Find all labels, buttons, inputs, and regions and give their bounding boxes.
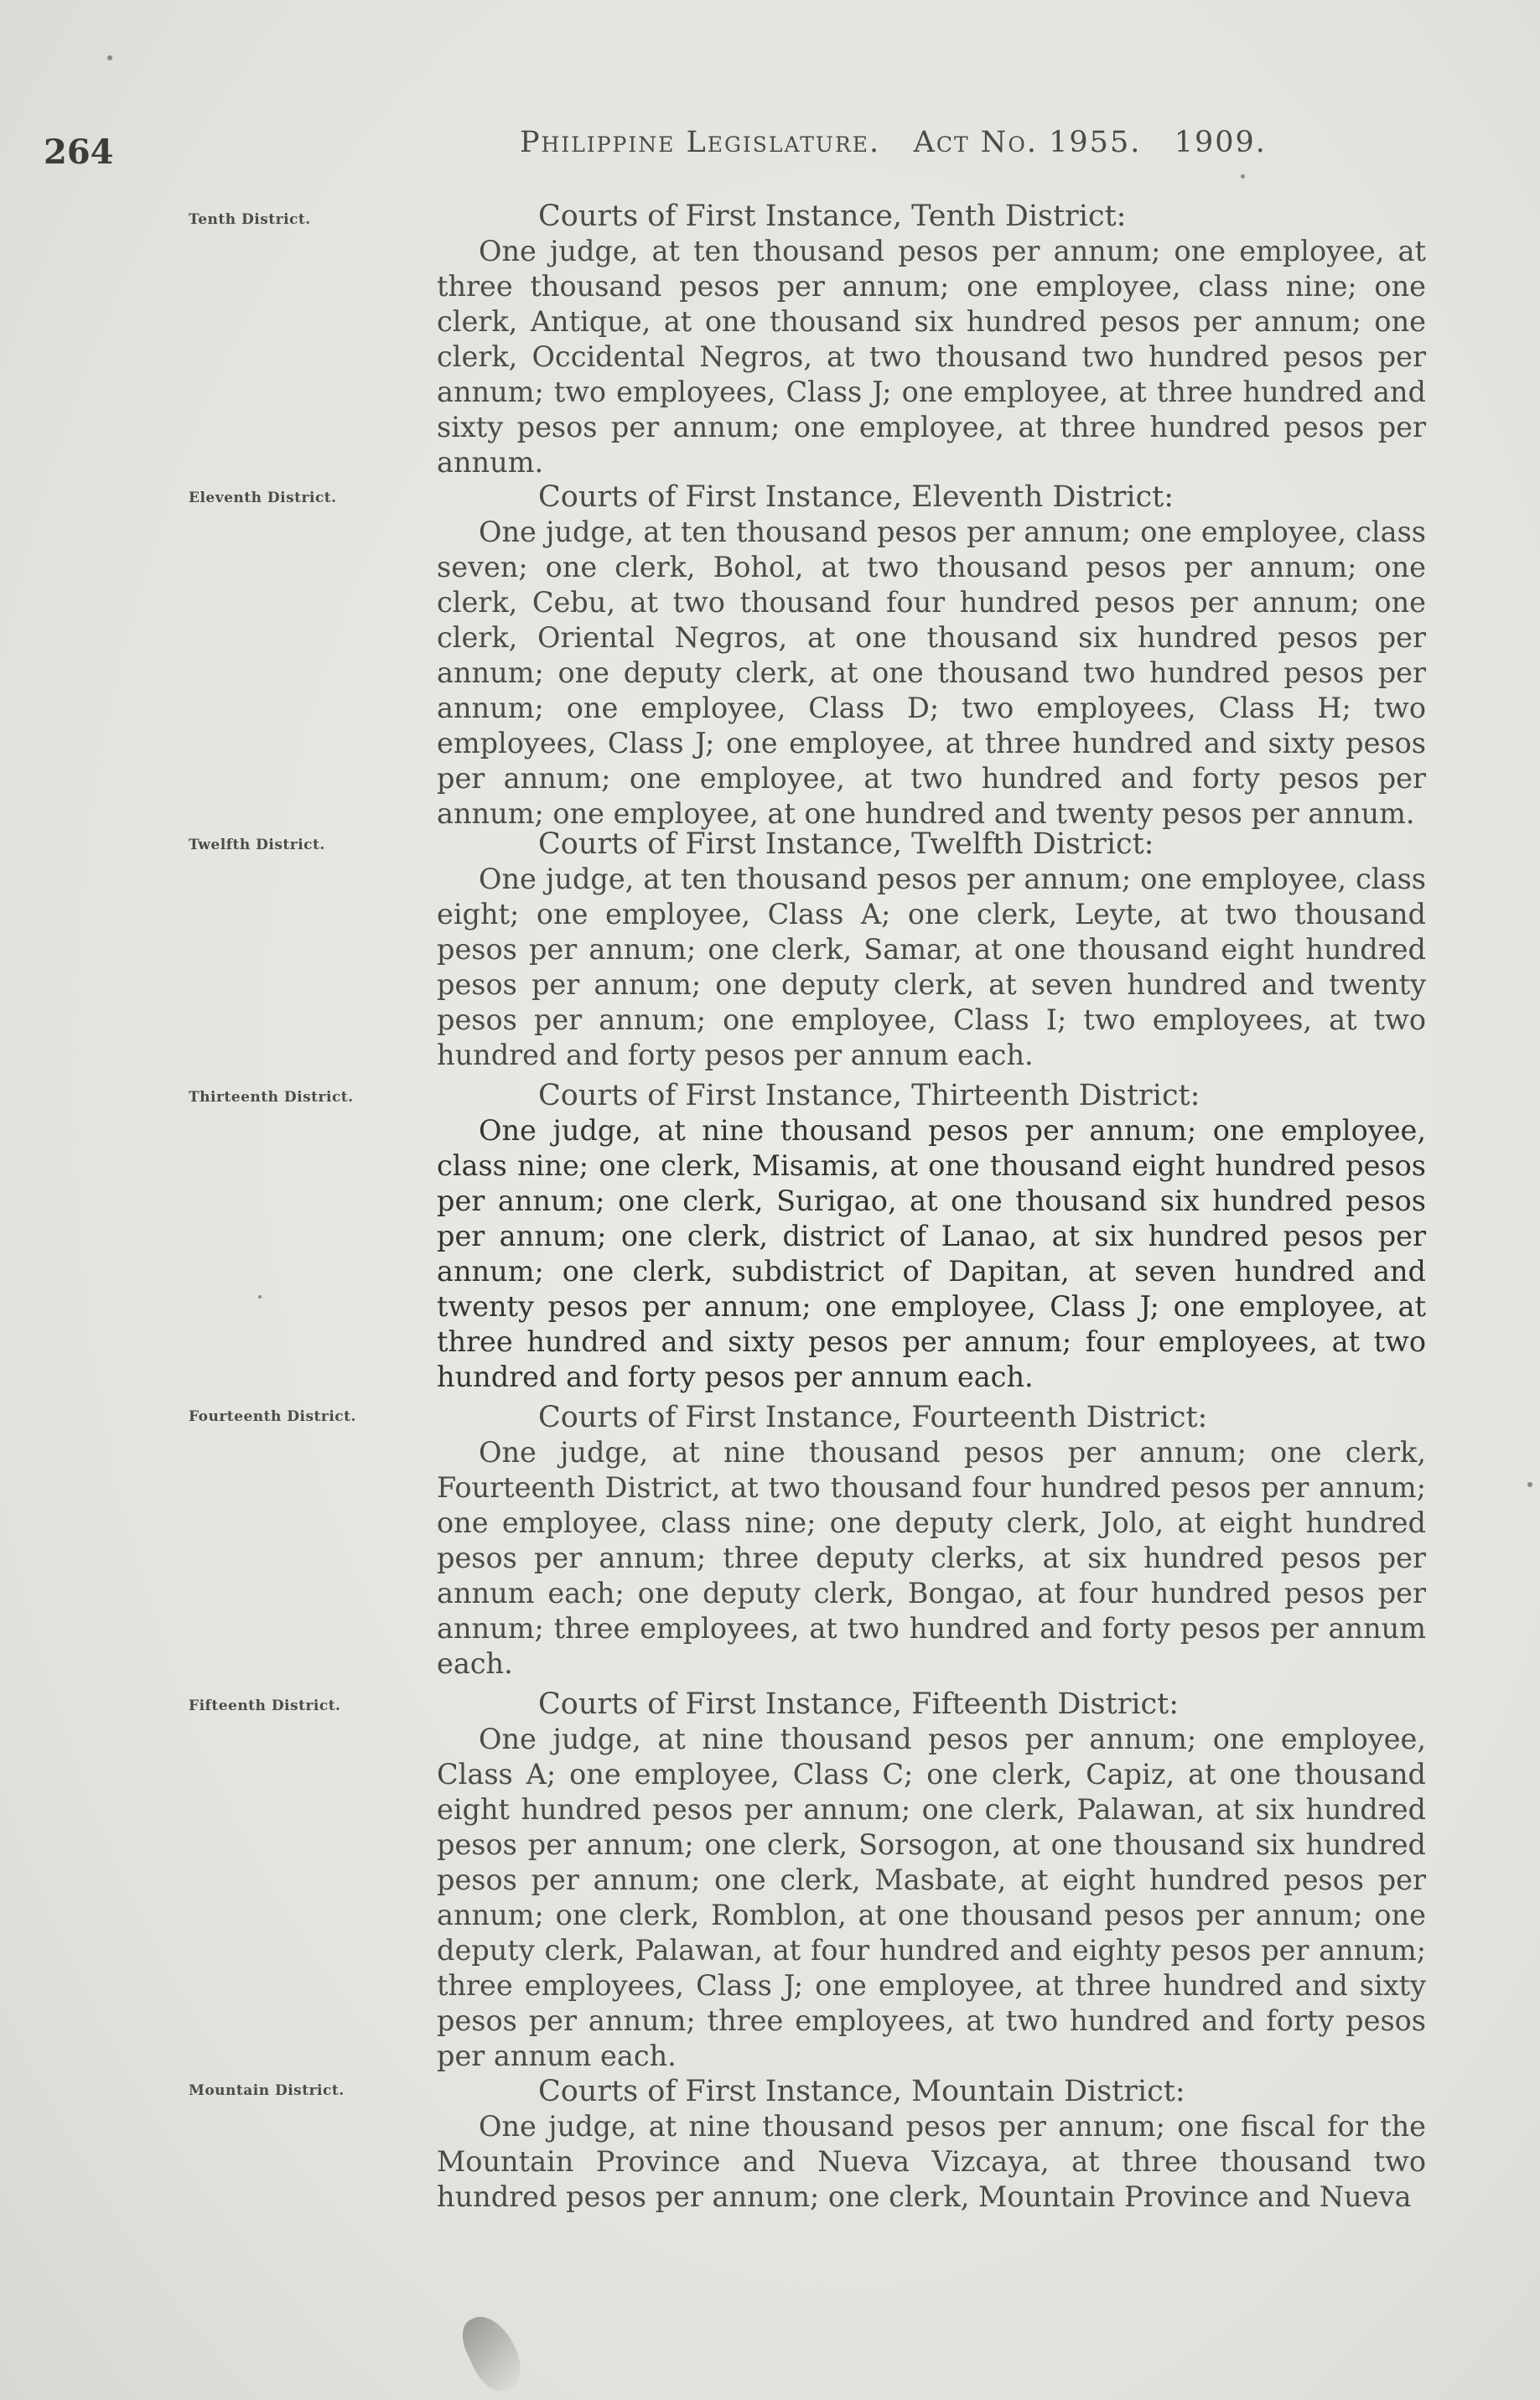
section-body: One judge, at nine thousand pesos per annum; one employee, class nine; one clerk, Misamis, at one thousand eight hundred pesos per annum; one clerk, Surigao, at one thousand six hundred pesos per annum; one clerk, district of Lanao, at six hundred pesos per annum; one clerk, subdistrict of Dapitan, at seven hundred and twenty pesos per annum; one employee, Class J; one employee, at three hundred and sixty pesos per annum; four employees, at two hundred and forty pesos per annum each. bbox=[437, 1114, 1426, 1393]
section-heading: Courts of First Instance, Twelfth District: bbox=[538, 827, 1154, 861]
scan-speck bbox=[107, 55, 112, 60]
section-body: One judge, at ten thousand pesos per annum; one employee, at three thousand pesos per annum; one employee, class nine; one clerk, Antique, at one thousand six hundred pesos per annum; one clerk, Occidental Negros, at two thousand two hundred pesos per annum; two employees, Class J; one employee, at three hundred and sixty pesos per annum; one employee, at three hundred pesos per annum. bbox=[437, 235, 1426, 479]
margin-note: Twelfth District. bbox=[189, 837, 325, 853]
margin-note: Fifteenth District. bbox=[189, 1698, 341, 1714]
page-number: 264 bbox=[44, 132, 114, 172]
section-heading: Courts of First Instance, Tenth District: bbox=[538, 200, 1127, 233]
section-body: One judge, at nine thousand pesos per annum; one fiscal for the Mountain Province and Nueva Vizcaya, at three thousand two hundred pesos per annum; one clerk, Mountain Province and Nueva bbox=[437, 2110, 1426, 2213]
section-body: One judge, at nine thousand pesos per annum; one clerk, Fourteenth District, at two thousand four hundred pesos per annum; one employee, class nine; one deputy clerk, Jolo, at eight hundred pesos per annum; three deputy clerks, at six hundred pesos per annum each; one deputy clerk, Bongao, at four hundred pesos per annum; three employees, at two hundred and forty pesos per annum each. bbox=[437, 1436, 1426, 1680]
running-head bbox=[520, 126, 1325, 159]
running-head-act: Act No. 1955. bbox=[913, 126, 1142, 159]
margin-note: Tenth District. bbox=[189, 211, 311, 228]
scan-speck bbox=[1241, 174, 1245, 179]
section-body: One judge, at ten thousand pesos per annum; one employee, class seven; one clerk, Bohol, at two thousand pesos per annum; one clerk, Cebu, at two thousand four hundred pesos per annum; one clerk, Oriental Negros, at one thousand six hundred pesos per annum; one deputy clerk, at one thousand two hundred pesos per annum; one employee, Class D; two employees, Class H; two employees, Class J; one employee, at three hundred and sixty pesos per annum; one employee, at two hundred and forty pesos per annum; one employee, at one hundred and twenty pesos per annum. bbox=[437, 516, 1426, 830]
margin-note: Mountain District. bbox=[189, 2082, 345, 2099]
section-heading: Courts of First Instance, Fourteenth District: bbox=[538, 1401, 1208, 1434]
section-heading: Courts of First Instance, Mountain District: bbox=[538, 2075, 1185, 2108]
section-body: One judge, at nine thousand pesos per annum; one employee, Class A; one employee, Class C; one clerk, Capiz, at one thousand eight hundred pesos per annum; one clerk, Palawan, at six hundred pesos per annum; one clerk, Sorsogon, at one thousand six hundred pesos per annum; one clerk, Masbate, at eight hundred pesos per annum; one clerk, Romblon, at one thousand pesos per annum; one deputy clerk, Palawan, at four hundred and eighty pesos per annum; three employees, Class J; one employee, at three hundred and sixty pesos per annum; three employees, at two hundred and forty pesos per annum each. bbox=[437, 1723, 1426, 2072]
section-heading: Courts of First Instance, Eleventh District: bbox=[538, 480, 1174, 514]
margin-note: Thirteenth District. bbox=[189, 1089, 354, 1106]
margin-note: Fourteenth District. bbox=[189, 1408, 356, 1425]
scan-smudge bbox=[455, 2308, 531, 2399]
scan-speck bbox=[1527, 1482, 1532, 1487]
section-body: One judge, at ten thousand pesos per annum; one employee, class eight; one employee, Class A; one clerk, Leyte, at two thousand pesos per annum; one clerk, Samar, at one thousand eight hundred pesos per annum; one deputy clerk, at seven hundred and twenty pesos per annum; one employee, Class I; two employees, at two hundred and forty pesos per annum each. bbox=[437, 863, 1426, 1071]
section-heading: Courts of First Instance, Fifteenth District: bbox=[538, 1687, 1180, 1721]
section-heading: Courts of First Instance, Thirteenth District: bbox=[538, 1079, 1200, 1112]
running-head-publication: Philippine Legislature. bbox=[520, 126, 881, 159]
running-head-year: 1909. bbox=[1174, 126, 1267, 159]
margin-note: Eleventh District. bbox=[189, 490, 337, 506]
scan-speck bbox=[258, 1295, 262, 1298]
